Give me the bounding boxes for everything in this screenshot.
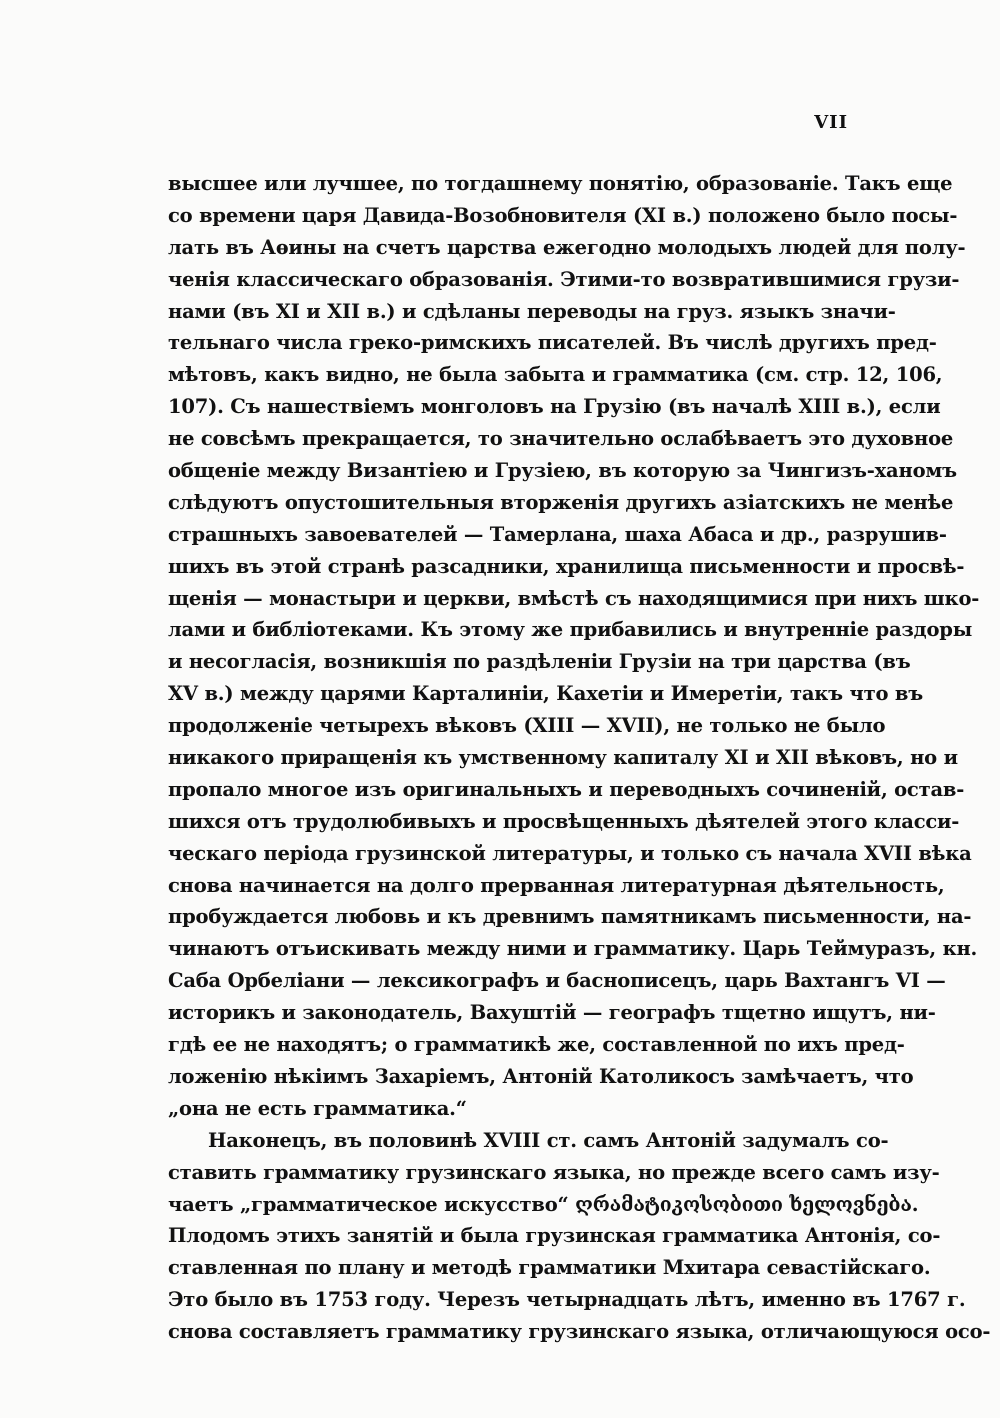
text-line: пропало многое изъ оригинальныхъ и переводныхъ сочиненій, остав- <box>168 777 965 801</box>
text-line: щенія — монастыри и церкви, вмѣстѣ съ находящимися при нихъ шко- <box>168 586 980 610</box>
text-line: тельнаго числа греко-римскихъ писателей. Въ числѣ другихъ пред- <box>168 331 937 355</box>
text-line: со времени царя Давида-Возобновителя (XI в.) положено было посы- <box>168 203 958 227</box>
text-line: ставить грамматику грузинскаго языка, но прежде всего самъ изу- <box>168 1160 940 1184</box>
text-line: гдѣ ее не находятъ; о грамматикѣ же, составленной по ихъ пред- <box>168 1033 905 1057</box>
page-number: VII <box>814 112 848 133</box>
text-line: не совсѣмъ прекращается, то значительно ослабѣваетъ это духовное <box>168 427 954 451</box>
text-line: лать въ Аѳины на счетъ царства ежегодно молодыхъ людей для полу- <box>168 235 966 259</box>
text-line: Саба Орбеліани — лексикографъ и баснописецъ, царь Вахтангъ VI — <box>168 969 946 993</box>
text-line: шихся отъ трудолюбивыхъ и просвѣщенныхъ дѣятелей этого класси- <box>168 809 960 833</box>
text-line: общеніе между Византіею и Грузіею, въ которую за Чингизъ-ханомъ <box>168 459 957 483</box>
text-line: „она не есть грамматика.“ <box>168 1096 467 1120</box>
text-line: ческаго періода грузинской литературы, и только съ начала XVII вѣка <box>168 841 972 865</box>
text-line: XV в.) между царями Карталиніи, Кахетіи и Имеретіи, такъ что въ <box>168 682 923 706</box>
text-line: Наконецъ, въ половинѣ XVIII ст. самъ Антоній задумалъ со- <box>208 1128 889 1152</box>
body-text <box>168 168 991 1348</box>
text-line: слѣдуютъ опустошительныя вторженія другихъ азіатскихъ не менѣе <box>168 490 954 514</box>
text-line: страшныхъ завоевателей — Тамерлана, шаха Абаса и др., разрушив- <box>168 522 947 546</box>
text-line: нами (въ XI и XII в.) и сдѣланы переводы на груз. языкъ значи- <box>168 299 896 323</box>
text-line: снова начинается на долго прерванная литературная дѣятельность, <box>168 873 945 897</box>
text-line: историкъ и законодатель, Вахуштій — географъ тщетно ищутъ, ни- <box>168 1001 936 1025</box>
text-line: шихъ въ этой странѣ разсадники, хранилища письменности и просвѣ- <box>168 554 965 578</box>
paragraph <box>168 1125 991 1348</box>
text-line: снова составляетъ грамматику грузинскаго языка, отличающуюся осо- <box>168 1320 991 1344</box>
text-line: пробуждается любовь и къ древнимъ памятникамъ письменности, на- <box>168 905 972 929</box>
text-line: ложенію нѣкіимъ Захаріемъ, Антоній Католикосъ замѣчаетъ, что <box>168 1064 914 1088</box>
text-line: ченія классическаго образованія. Этими-то возвратившимися грузи- <box>168 267 960 291</box>
text-line: Плодомъ этихъ занятій и была грузинская грамматика Антонія, со- <box>168 1224 941 1248</box>
text-line: лами и библіотеками. Къ этому же прибавились и внутренніе раздоры <box>168 618 973 642</box>
paragraph <box>168 168 980 1125</box>
text-line: мѣтовъ, какъ видно, не была забыта и грамматика (см. стр. 12, 106, <box>168 363 943 387</box>
text-line: ставленная по плану и методѣ грамматики Мхитара севастійскаго. <box>168 1256 931 1280</box>
text-line: 107). Съ нашествіемъ монголовъ на Грузію (въ началѣ XIII в.), если <box>168 395 941 419</box>
text-line: продолженіе четырехъ вѣковъ (XIII — XVII), не только не было <box>168 714 886 738</box>
text-line: чинаютъ отъискивать между ними и грамматику. Царь Теймуразъ, кн. <box>168 937 978 961</box>
text-line: и несогласія, возникшія по раздѣленіи Грузіи на три царства (въ <box>168 650 911 674</box>
text-line: Это было въ 1753 году. Черезъ четырнадцать лѣтъ, именно въ 1767 г. <box>168 1288 966 1312</box>
text-line: никакого приращенія къ умственному капиталу XI и XII вѣковъ, но и <box>168 746 958 770</box>
text-line: чаетъ „грамматическое искусство“ ღრამატიკოსობითი ხელოვნება. <box>168 1192 919 1216</box>
text-line: высшее или лучшее, по тогдашнему понятію, образованіе. Такъ еще <box>168 172 953 195</box>
